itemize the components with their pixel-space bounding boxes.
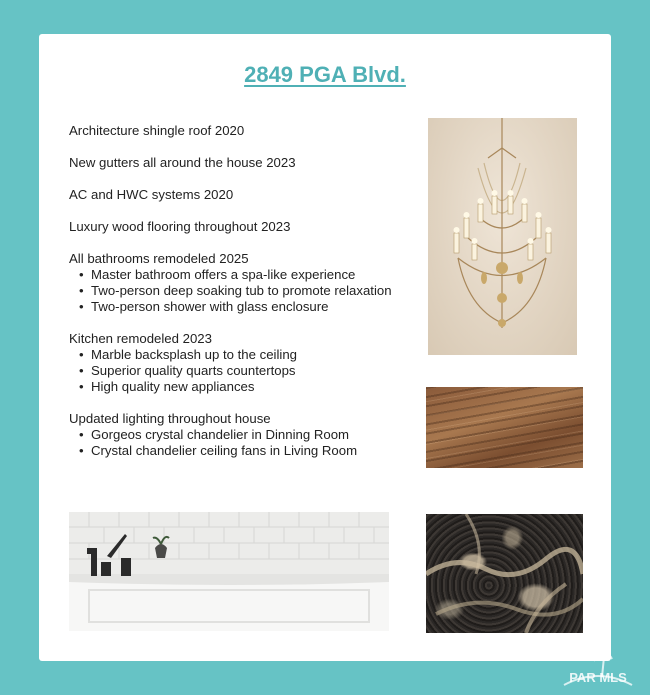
feature-item [69,251,429,315]
feature-text: AC and HWC systems 2020 [69,187,234,202]
feature-bullets [69,267,429,315]
page-title: 2849 PGA Blvd. [244,62,406,87]
feature-item [69,155,429,171]
feature-list [69,123,429,475]
feature-item [69,411,429,459]
feature-bullet: • High quality new appliances [69,379,429,395]
feature-bullet: • Two-person shower with glass enclosure [69,299,429,315]
mls-watermark-logo [554,647,642,689]
feature-text: Architecture shingle roof 2020 [69,123,245,138]
wood-floor-photo [426,387,583,468]
watermark-text: PAR MLS [569,670,627,685]
feature-bullet: • Marble backsplash up to the ceiling [69,347,429,363]
feature-item [69,219,429,235]
flyer-card [39,34,611,661]
granite-countertop-photo [426,514,583,633]
feature-item [69,187,429,203]
feature-bullet: • Gorgeos crystal chandelier in Dinning Room [69,427,429,443]
feature-text: Updated lighting throughout house [69,411,271,426]
feature-item [69,123,429,139]
feature-bullet: • Superior quality quarts countertops [69,363,429,379]
feature-item [69,331,429,395]
chandelier-photo [428,118,577,355]
feature-text: Kitchen remodeled 2023 [69,331,212,346]
feature-bullets [69,347,429,395]
feature-bullet: • Crystal chandelier ceiling fans in Living Room [69,443,429,459]
feature-bullets [69,427,429,459]
bathtub-photo [69,512,389,631]
feature-text: Luxury wood flooring throughout 2023 [69,219,291,234]
feature-bullet: • Two-person deep soaking tub to promote relaxation [69,283,429,299]
feature-bullet: • Master bathroom offers a spa-like experience [69,267,429,283]
feature-text: All bathrooms remodeled 2025 [69,251,249,266]
feature-text: New gutters all around the house 2023 [69,155,296,170]
